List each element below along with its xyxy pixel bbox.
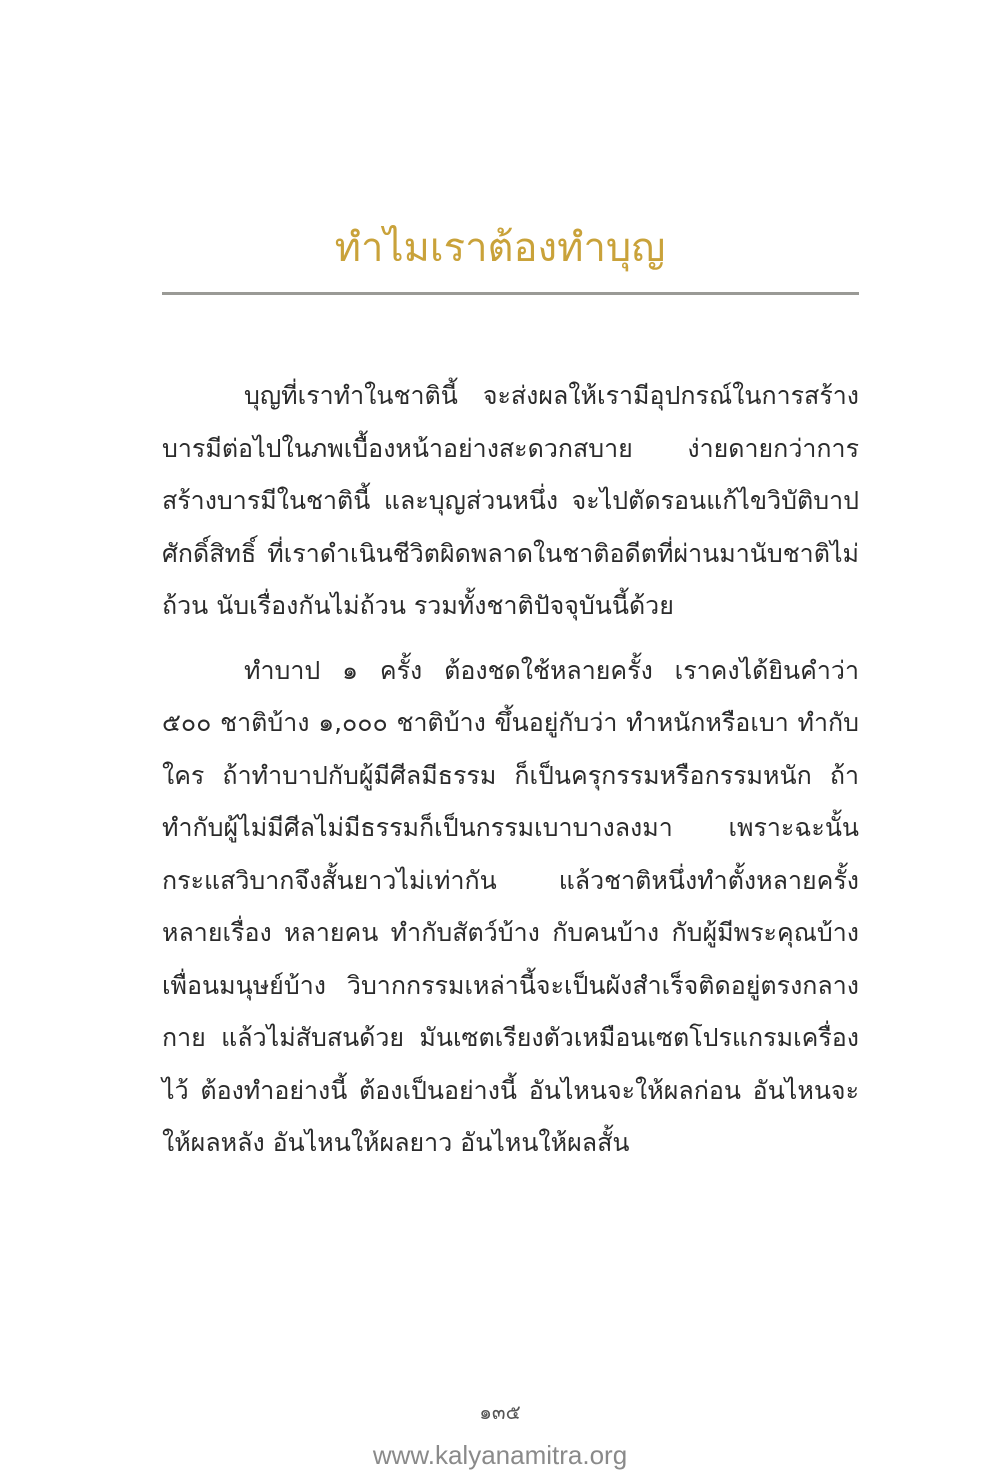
title-divider	[162, 292, 859, 295]
page-title: ทำไมเราต้องทำบุญ	[334, 225, 666, 271]
paragraph-2: ทำบาป ๑ ครั้ง ต้องชดใช้หลายครั้ง เราคงได้ยินคำว่า ๕๐๐ ชาติบ้าง ๑,๐๐๐ ชาติบ้าง ขึ้นอยู่กับว่า ทำหนักหรือเบา ทำกับใคร ถ้าทำบาปกับผู้มีศีลมีธรรม ก็เป็นครุกรรมหรือกรรมหนัก ถ้าทำกับผู้ไม่มีศีลไม่มีธรรมก็เป็นกรรมเบาบางลงมา เพราะฉะนั้นกระแสวิบากจึงสั้นยาวไม่เท่ากัน แล้วชาติหนึ่งทำตั้งหลายครั้ง หลายเรื่อง หลายคน ทำกับสัตว์บ้าง กับคนบ้าง กับผู้มีพระคุณบ้าง เพื่อนมนุษย์บ้าง วิบากกรรมเหล่านี้จะเป็นผังสำเร็จติดอยู่ตรงกลางกาย แล้วไม่สับสนด้วย มันเซตเรียงตัวเหมือนเซตโปรแกรมเครื่องไว้ ต้องทำอย่างนี้ ต้องเป็นอย่างนี้ อันไหนจะให้ผลก่อน อันไหนจะให้ผลหลัง อันไหนให้ผลยาว อันไหนให้ผลสั้น	[162, 655, 859, 1157]
body-text	[162, 370, 859, 1182]
paragraph-1: บุญที่เราทำในชาตินี้ จะส่งผลให้เรามีอุปกรณ์ในการสร้างบารมีต่อไปในภพเบื้องหน้าอย่างสะดวกสบาย ง่ายดายกว่าการสร้างบารมีในชาตินี้ และบุญส่วนหนึ่ง จะไปตัดรอนแก้ไขวิบัติบาปศักดิ์สิทธิ์ ที่เราดำเนินชีวิตผิดพลาดในชาติอดีตที่ผ่านมานับชาติไม่ถ้วน นับเรื่องกันไม่ถ้วน รวมทั้งชาติปัจจุบันนี้ด้วย	[162, 381, 859, 620]
website-url: www.kalyanamitra.org	[372, 1440, 628, 1470]
page-number: ๑๓๕	[479, 1400, 521, 1424]
